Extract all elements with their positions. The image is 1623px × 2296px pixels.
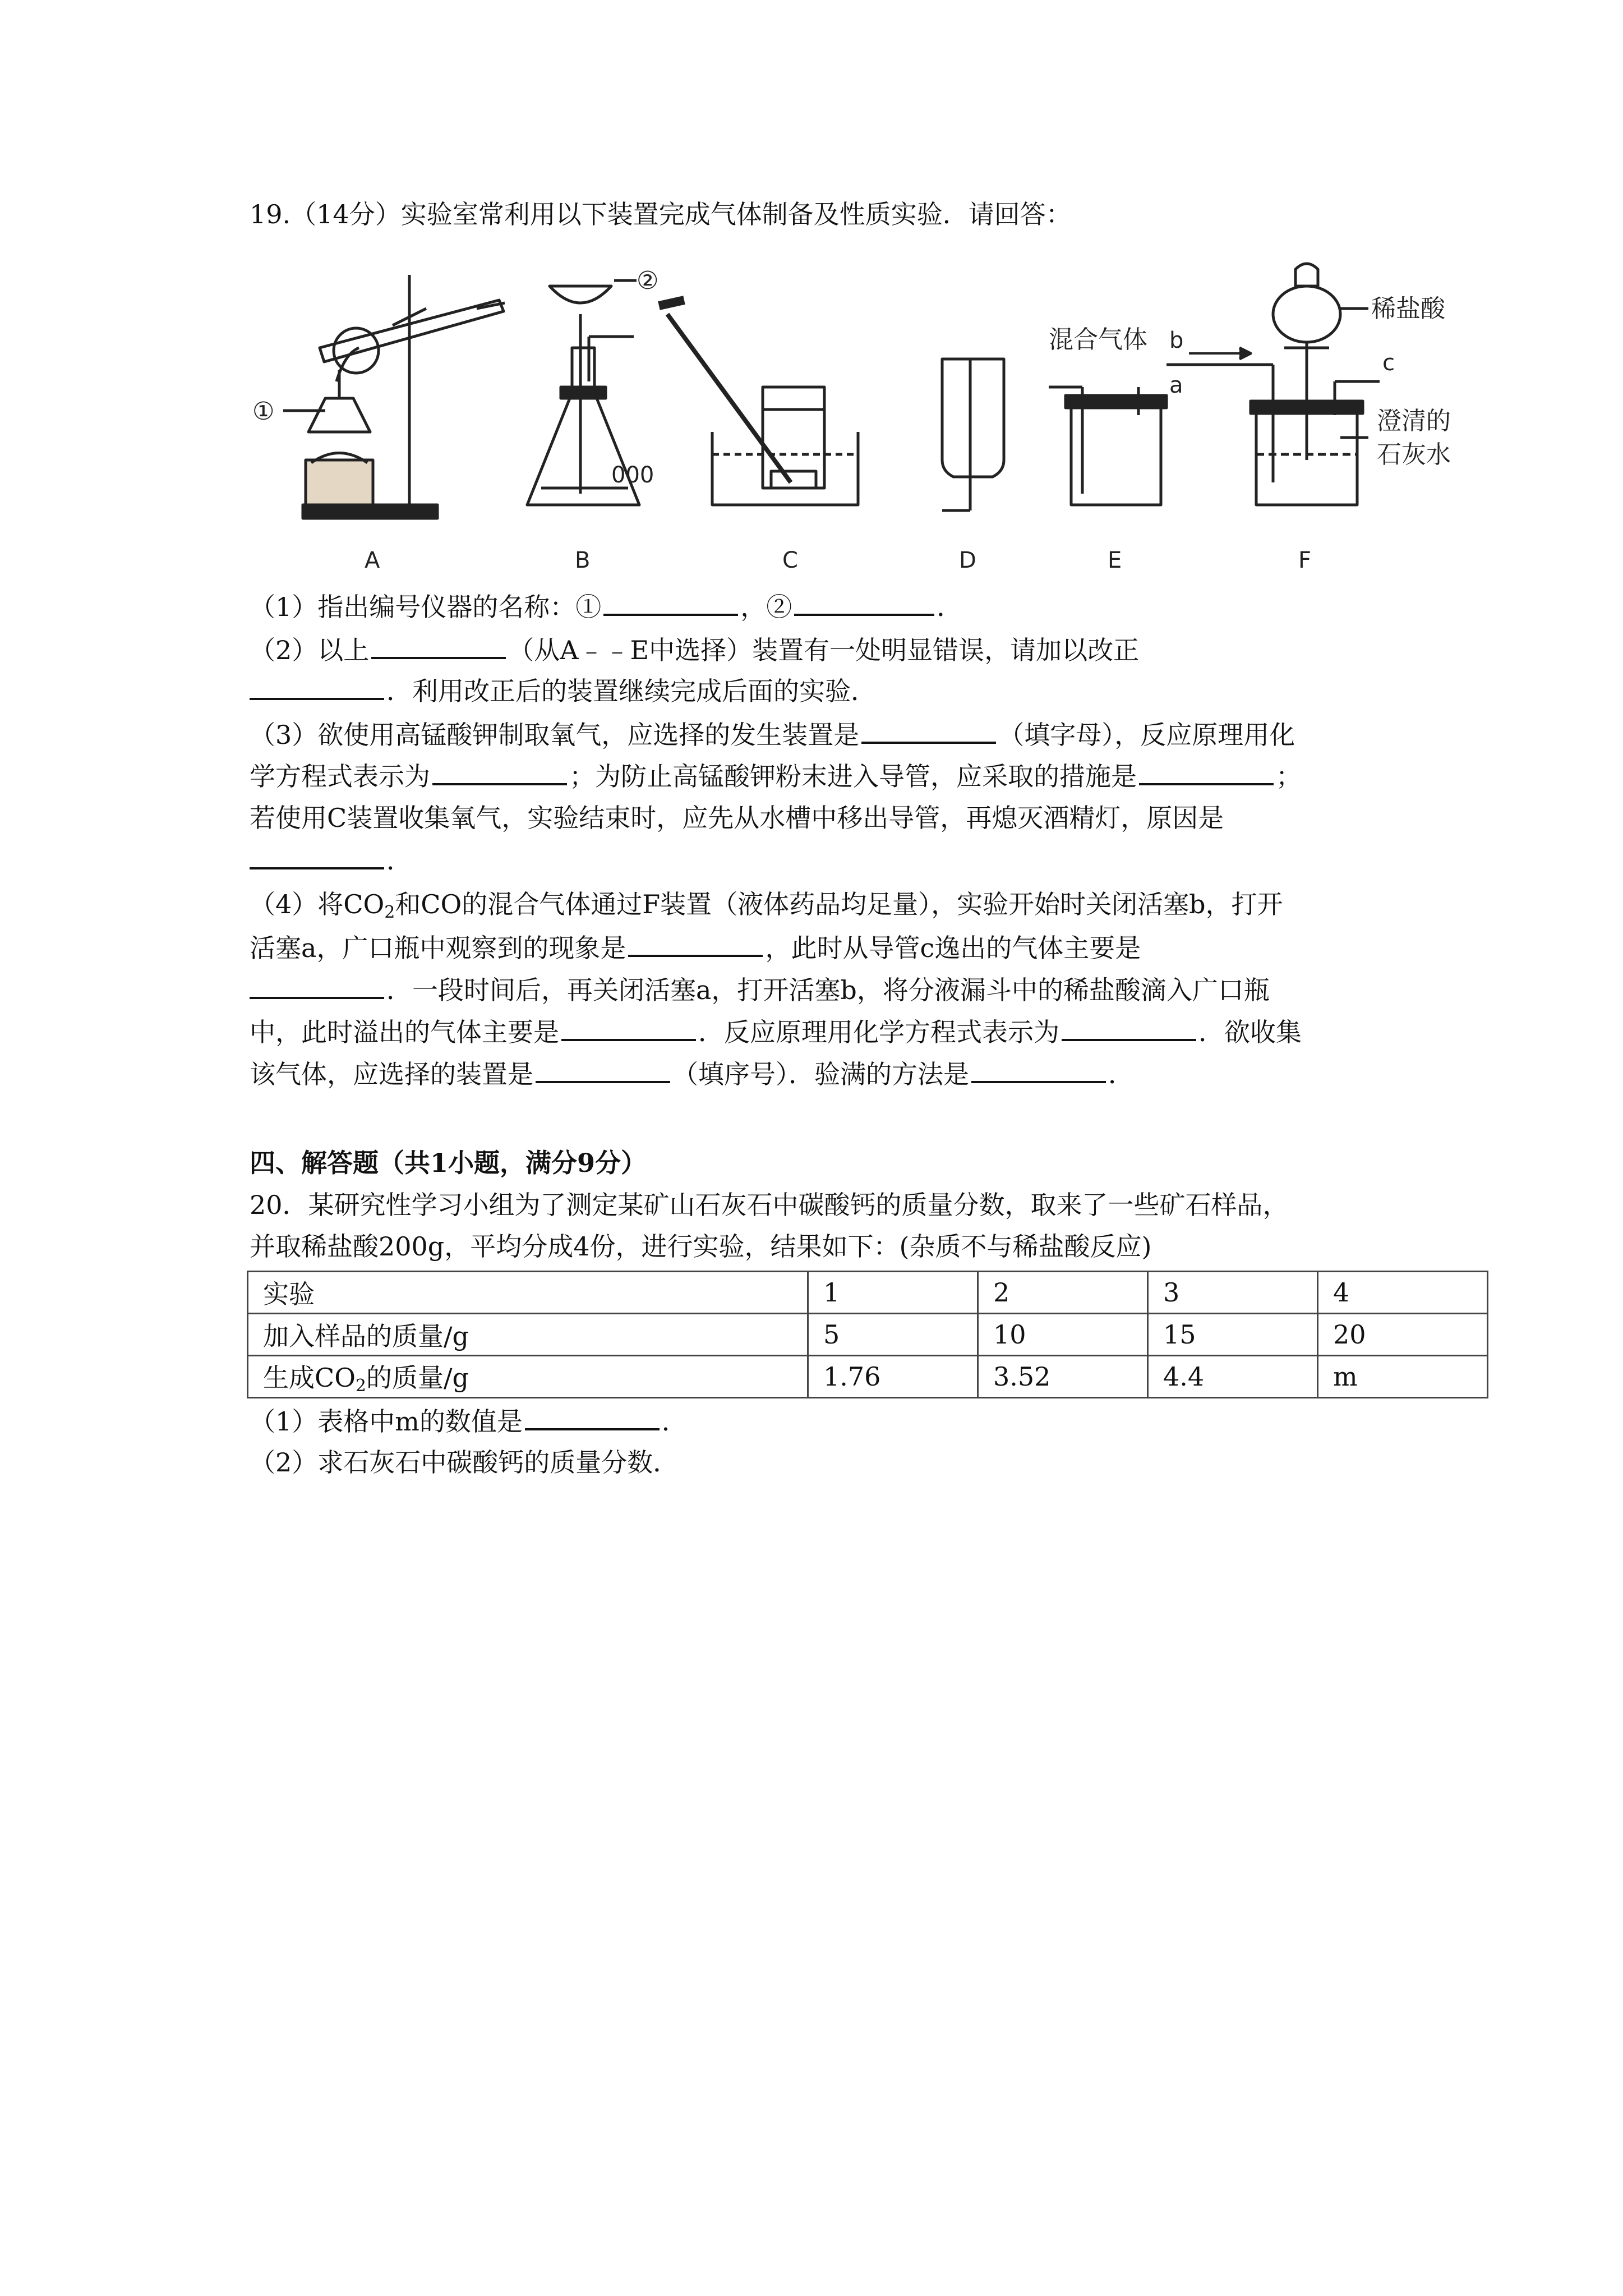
q20-part2: （2）求石灰石中碳酸钙的质量分数．	[250, 1447, 679, 1478]
answer-blank-4[interactable]	[250, 673, 384, 700]
answer-blank-2[interactable]	[794, 589, 934, 616]
q20-part1: （1）表格中m的数值是 ．	[250, 1404, 688, 1438]
table-cell: 4.4	[1148, 1356, 1318, 1398]
answer-blank-12[interactable]	[1062, 1014, 1196, 1041]
table-cell: 加入样品的质量/g	[248, 1314, 808, 1356]
q19-part1: （1）指出编号仪器的名称：① ，② ．	[250, 589, 962, 624]
valve-a-label: a	[1169, 372, 1183, 398]
answer-blank-5[interactable]	[861, 717, 996, 744]
caption-a: A	[365, 547, 380, 573]
answer-blank-8[interactable]	[250, 843, 384, 869]
q19-part4-line4: 中，此时溢出的气体主要是 ．反应原理用化学方程式表示为 ．欲收集	[250, 1014, 1302, 1049]
section-4-title: 四、解答题（共1小题，满分9分）	[250, 1148, 647, 1178]
table-cell: 4	[1318, 1272, 1488, 1314]
table-cell: 10	[978, 1314, 1148, 1356]
apparatus-e	[1049, 387, 1166, 505]
apparatus-a	[303, 275, 505, 518]
caption-d: D	[959, 547, 976, 573]
table-cell: 1	[808, 1272, 978, 1314]
table-row-header	[248, 1272, 1488, 1314]
q19-part2-cont: ．利用改正后的装置继续完成后面的实验．	[250, 673, 877, 708]
table-cell: 实验	[248, 1272, 808, 1314]
table-cell: 20	[1318, 1314, 1488, 1356]
table-cell: 生成$CO_2$的质量/g	[248, 1356, 808, 1398]
svg-text:000: 000	[611, 462, 654, 488]
answer-blank-10[interactable]	[250, 972, 384, 999]
clear-label: 澄清的	[1377, 407, 1451, 435]
answer-blank-6[interactable]	[432, 758, 567, 785]
caption-e: E	[1108, 547, 1122, 573]
table-row-co2	[248, 1356, 1488, 1398]
table-cell: 2	[978, 1272, 1148, 1314]
q19-part2: （2）以上 （从A﹣﹣E中选择）装置有一处明显错误，请加以改正	[250, 632, 1139, 667]
answer-blank-13[interactable]	[536, 1056, 670, 1083]
answer-blank-15[interactable]	[525, 1404, 660, 1430]
dilute-hcl-label: 稀盐酸	[1371, 295, 1445, 323]
answer-blank-1[interactable]	[603, 589, 738, 616]
table-cell: 3.52	[978, 1356, 1148, 1398]
apparatus-c	[659, 300, 858, 505]
limewater-label: 石灰水	[1377, 440, 1451, 469]
q19-intro: 19.（14分）实验室常利用以下装置完成气体制备及性质实验．请回答：	[250, 199, 1072, 229]
valve-b-label: b	[1169, 328, 1184, 353]
q19-part3-line3: 若使用C装置收集氧气，实验结束时，应先从水槽中移出导管，再熄灭酒精灯，原因是	[250, 803, 1224, 833]
marker-2-label: ②	[637, 266, 659, 295]
apparatus-diagram	[241, 247, 1451, 583]
q19-part4-line3: ．一段时间后，再关闭活塞a，打开活塞b，将分液漏斗中的稀盐酸滴入广口瓶	[250, 972, 1270, 1007]
q19-part4-line2: 活塞a，广口瓶中观察到的现象是 ，此时从导管c逸出的气体主要是	[250, 930, 1141, 965]
q19-part3: （3）欲使用高锰酸钾制取氧气，应选择的发生装置是 （填字母），反应原理用化	[250, 717, 1295, 752]
apparatus-d	[942, 359, 1004, 510]
apparatus-b	[527, 286, 654, 505]
answer-blank-11[interactable]	[561, 1014, 696, 1041]
table-cell: m	[1318, 1356, 1488, 1398]
caption-c: C	[782, 547, 798, 573]
experiment-table	[247, 1271, 1488, 1398]
marker-1-label: ①	[252, 397, 275, 426]
answer-blank-7[interactable]	[1139, 758, 1274, 785]
table-cell: 5	[808, 1314, 978, 1356]
q19-part3-line2: 学方程式表示为 ；为防止高锰酸钾粉末进入导管，应采取的措施是 ；	[250, 758, 1302, 793]
answer-blank-9[interactable]	[628, 930, 763, 957]
q19-part3-line4: ．	[250, 843, 412, 877]
q20-intro-line1: 20．某研究性学习小组为了测定某矿山石灰石中碳酸钙的质量分数，取来了一些矿石样品，	[250, 1190, 1289, 1220]
caption-f: F	[1298, 547, 1312, 573]
table-cell: 1.76	[808, 1356, 978, 1398]
q19-part4-line5: 该气体，应选择的装置是 （填序号）．验满的方法是 ．	[250, 1056, 1134, 1091]
mixed-gas-label: 混合气体	[1049, 325, 1147, 354]
answer-blank-3[interactable]	[371, 632, 506, 659]
table-row-mass	[248, 1314, 1488, 1356]
answer-blank-14[interactable]	[971, 1056, 1106, 1083]
table-cell: 15	[1148, 1314, 1318, 1356]
tube-c-label: c	[1382, 350, 1395, 376]
table-cell: 3	[1148, 1272, 1318, 1314]
apparatus-f	[1166, 264, 1380, 505]
q20-intro-line2: 并取稀盐酸200g，平均分成4份，进行实验，结果如下：(杂质不与稀盐酸反应)	[250, 1231, 1152, 1262]
q19-part4: （4）将$CO_2$和CO的混合气体通过F装置（液体药品均足量），实验开始时关闭活塞b，打开	[250, 889, 1283, 922]
caption-b: B	[575, 547, 591, 573]
